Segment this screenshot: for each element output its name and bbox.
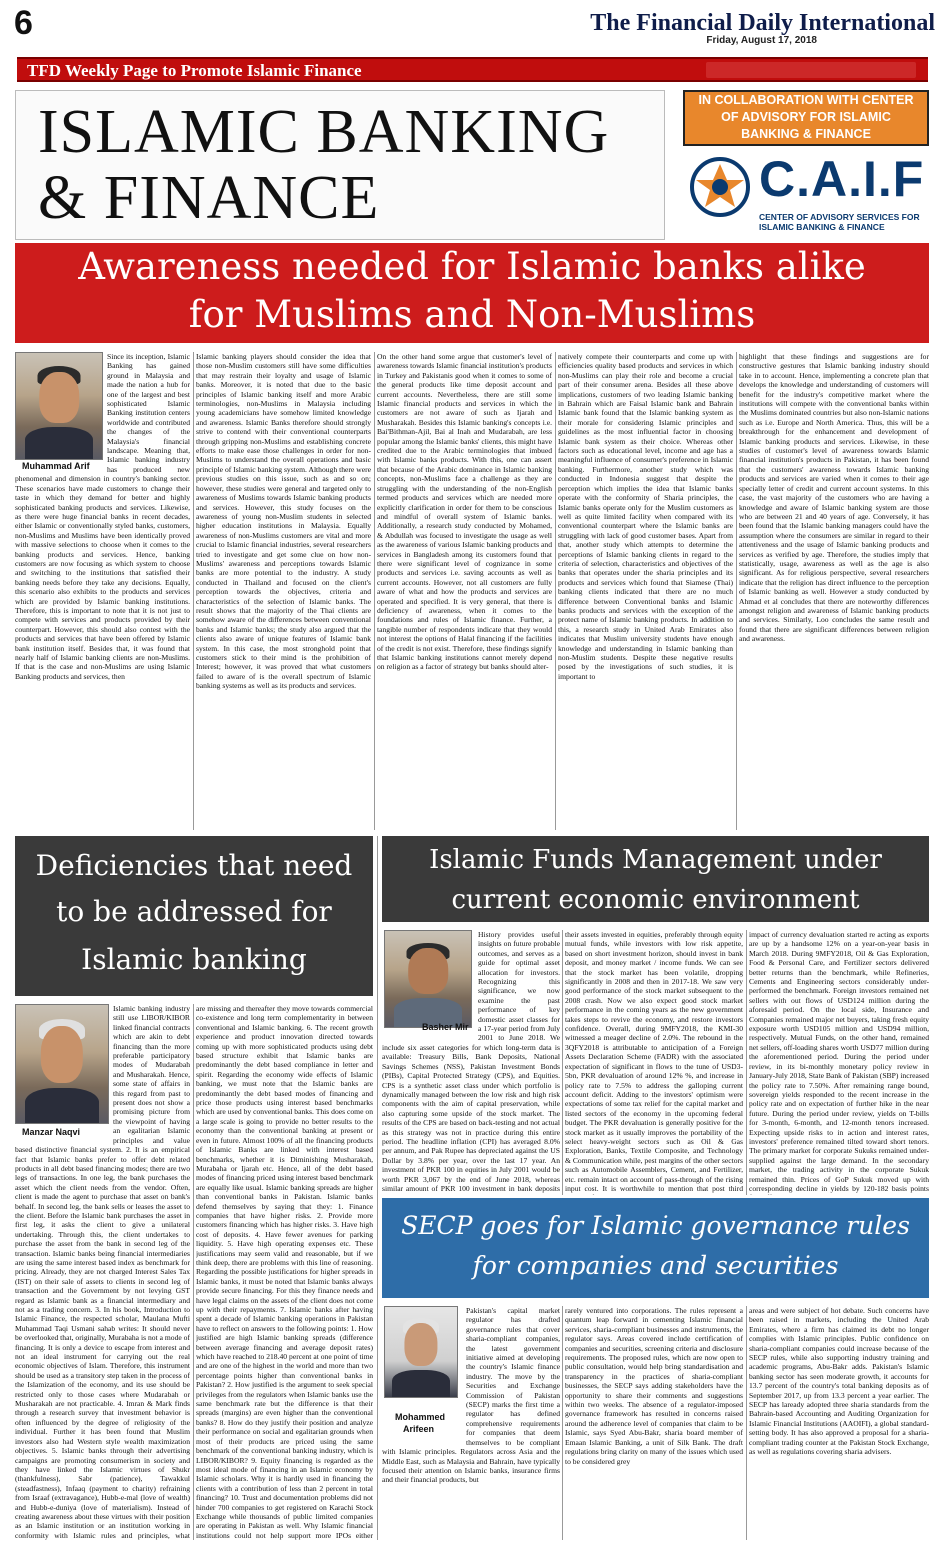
- column-divider: [377, 836, 378, 1540]
- section-title-line1: ISLAMIC BANKING: [38, 98, 610, 166]
- article4-headline: [382, 1198, 929, 1298]
- article3-column-2: [565, 930, 743, 1195]
- article4-col2-text: rarely ventured into corporations. The rules represent a quantum leap forward in cementing Islamic financial services, sharia-compliant businesses and instruments, the regulator says. Areas covered include certification of companies and securities, screening criteria and disclosure requirements. The proposed rules, which are now open to public consultation, would help bring standardisation and transparency in the practices of sharia-compliant businesses, the SECP says adding stakeholders have the opportunity to share their comments and suggestions within two weeks. The absence of a regulator-imposed governance framework has resulted in concerns raised around the adherence level of companies that claim to be Islamic, says Syed Abu-Bakr, sharia board member of Emaan Islamic Banking, a unit of Silk Bank. The draft regulations bring clarity on many of the issues which used to be considered grey: [565, 1306, 743, 1466]
- caif-subtitle: CENTER OF ADVISORY SERVICES FOR ISLAMIC BANKING & FINANCE: [759, 212, 920, 232]
- column-divider: [736, 352, 737, 830]
- section-title: [15, 90, 665, 240]
- article3-col1-text: History provides useful insights on future probable outcomes, and serves as a guide for optimal asset allocation for investors. Recognizing this significance, we now examine the past performance of key domestic asset classes for a 17-year period from July 2001 to June 2018. We include six asset categories for which long-term data is available: Treasury Bills, Bank Deposits, National Savings Schemes (NSS), Pakistan Investment Bonds (PIBs), Capital Protected Strategy (CPS), and Equities. CPS is a synthetic asset class under which portfolio is dynamically managed between the low risk and high risk components with the aim of capital preservation, while also capturing some upside of the stock market. The results of the CPS are based on back-testing and not actual as this strategy was not in practice during this entire period. The headline inflation (CPI) has averaged 8.0% per annum, and Pak Rupee has depreciated against the US Dollar by 3.8% per year, over the last 17 year. An investment of PKR 100 in equities in July 2001 would be worth PKR 3,067 by the end of June 2018, whereas similar amount of PKR 100 investment in bank deposits: [382, 930, 560, 1193]
- article3-headline: [382, 836, 929, 922]
- collaboration-line1: IN COLLABORATION WITH CENTER: [698, 93, 914, 107]
- article1-col2-text: Islamic banking players should consider the idea that those non-Muslim customers still have some difficulties that may restrain their loyalty and usage of Islamic banks. Moreover, it is noted that due to the basic principles of Islamic banking itself and more Arabic terminologies, non-Muslims in Malaysia including young academicians have somehow limited knowledge and awareness. Islamic Banks therefore should strongly strive to contend with their conventional counterparts through gripping non-Muslims and establishing concrete efforts to make ease those challenges in order for non-Muslims to understand the overall operations and basic principle of Islamic banking system. Although there were previous studies on this issue, such as and so on; however, these studies were general and targeted only to awareness of Muslims towards Islamic banking products and services. However, this study focuses on the awareness of young non-Muslim students in selected higher education institutions in Malaysia. Equally awareness of non-Muslims customers are vital and more crucial to Islamic financial industries, several researchers tried to investigate and get some clue on how non-Muslims' awareness and perceptions towards Islamic banks are more potential to the industry. A study conducted in Thailand and focused on the client's perception towards the objectives, criteria and characteristics of the selection of Islamic banks. The result shows that the majority of the Thai clients are somehow aware of the differences between conventional banks and Islamic banks; the study also argued that the clients also aware of unique features of Islamic bank system. In this case, the most stronghold point that customers stick to their mind is the prohibition of Interest; however, it was proved that what customers failed to aware of is the overall spectrum of Islamic banking systems as well as its products and services.: [196, 352, 371, 691]
- article2-col1-text: Islamic banking industry still use LIBOR/KIBOR linked financial contracts which are akin to debt financing than the more preferable participatory modes of Mudarabah and Musharakah. Hence, some state of affairs in this regard from past to present does not show a promising picture from the viewpoint of having an egalitarian Islamic principles and value based distinctive financial system. 2. It is an empirical fact that Islamic banks prefer to offer debt related products in all debt based financing modes; there are two legs of transactions. In one leg, the bank purchases the asset which the client needs from the vendor. Often, client is made the agent to purchase that asset on bank's behalf. In second leg, the bank sells or leases the asset to the client. Before the Islamic bank purchases the asset in first leg, it asks the client to give a unilateral undertaking. Through this, the client undertakes to purchase the asset from the bank in second leg of the transaction. Islamic banks being financial intermediaries are using the same interest based index as benchmark for pricing. Already, they are not charged Interest Sales Tax (IST) on their sale of assets to clients in second leg of transaction and the Government by not levying GST regard as Islamic bank as a financial intermediary and not as a trading concern. 3. In his book, Introduction to Islamic Finance, the respected scholar, Maulana Mufti Muhammad Taqi Usmani sahab writes: It should never be overlooked that, originally, Murabaha is not a mode of financing. It is only a device to escape from interest and not an ideal instrument for carrying out the real economic objectives of Islam. Therefore, this instrument should be used as a transitory step taken in the process of the Islamization of the economy, and its use should be restricted only to those cases where Mudarabah or Musharakah are not practicable. 4. Imran & Mark finds through a research survey that investment behavior is often influenced by the degree of religiosity of the individual. Further it has been found that Muslim investors also had Western style wealth maximization objectives. 5. Islamic banks through their advertising campaigns are promoting consumerism in society and they have linked the Islamic virtues of Shukr (thankfulness), Sabr (patience), Tawakkul (steadfastness), Infaaq (payment to charity) refraining from Israaf (extravagance), Hubb-e-mal (love of wealth) and Hubb-e-duniya (love of materialism). Instead of creating awareness about these virtues with their position as an Islamic institution or an institution working in conformity with Islamic rules and principles, what: [15, 1004, 190, 1540]
- article1-column-2: [196, 352, 371, 830]
- article3-column-3: [749, 930, 929, 1195]
- caif-name: C.A.I.F: [759, 151, 925, 207]
- weekly-page-banner: [17, 57, 928, 82]
- article2-headline-line2: to be addressed for: [56, 895, 332, 928]
- article3-headline-line1: Islamic Funds Management under: [429, 845, 882, 875]
- author-name-line1: Mohammed: [395, 1412, 446, 1422]
- page-number: 6: [14, 4, 33, 42]
- article4-column-1: [382, 1306, 560, 1540]
- article1-column-5: [739, 352, 929, 830]
- author-name: Basher Mir: [422, 1022, 469, 1032]
- article1-headline-line1: Awareness needed for Islamic banks alike: [78, 245, 866, 288]
- article1-headline: [15, 243, 929, 343]
- issue-date: Friday, August 17, 2018: [706, 35, 817, 46]
- article1-col4-text: natively compete their counterparts and come up with efficiencies quality based products and services in which non-Muslims can play their role and become a crucial part of their consumer arena. Besides all these above implications, customers of two leading Islamic banking in Bahrain which are Faisal Islamic bank and Bahrain Islamic bank found that the Islamic banking system as their morale for considering Islamic principles and guidelines as the most influential factor in choosing Islamic bank system as their choice. Whereas other factors such as educational level, income and age has a meaningful influence of consumer's preference in Islamic banking. Furthermore, another study which was conducted in Indonesia suggest that despite the perception which implies the idea that Islamic banks operate with the conformity of Sharia principles, the Islamic banks operate only for the Muslim customers as well as quite limited facility when compared with its conventional counterpart where the Islamic banks are struggling with lack of good customer bases. Apart from that, another study which attempts to determine the perceptions of Islamic banking clients in regard to the criteria of selection, characteristics and objectives of the banks that operates under the sharia principles and its products and services which found that Siamese (Thai) banking clients indicated that there are no much difference between Conventional banks and Islamic banks products and services with the exception of the protect name of Islamic banking products. In addition to this, a research study in United Arab Emirates also indicates that Muslim university students have enough knowledge and understanding in Islamic banking than non-Muslim students. Despite these negative results posed by the investigations of such studies, it is important to: [558, 352, 733, 681]
- article4-col1-text: Pakistan's capital market regulator has drafted governance rules that cover sharia-compliant companies, the latest government initiative aimed at developing the country's Islamic finance industry. The move by the Securities and Exchange Commission of Pakistan (SECP) marks the first time a regulator has defined comprehensive requirements for companies that deem themselves to be compliant with Islamic principles. Regulators across Asia and the Middle East, such as Malaysia and Bahrain, have typically focused their attention on Islamic banks, insurance firms and their financial products, but: [382, 1306, 560, 1485]
- article2-headline: [15, 836, 373, 996]
- column-divider: [193, 1004, 194, 1540]
- article3-headline-line2: current economic environment: [451, 885, 860, 915]
- column-divider: [374, 352, 375, 830]
- article4-headline-line1: SECP goes for Islamic governance rules: [401, 1211, 910, 1240]
- article3-column-1: [382, 930, 560, 1195]
- masthead: [0, 0, 945, 50]
- caif-emblem-icon: [689, 156, 751, 218]
- weekly-page-text: TFD Weekly Page to Promote Islamic Finance: [27, 61, 362, 80]
- article1-col1-text: Since its inception, Islamic Banking has gained ground in Malaysia and made the nation a hub for one of the largest and best sophisticated Islamic Banking institution centers worldwide and contributed the changes of the Malaysia's financial landscape. Meaning that, Islamic banking industry has produced new phenomenal and dimension in country's banking sector. These scenarios have made customers to change their taste in which they demand for better and highly sophisticated banking products and services. Likewise, as there were huge financial banks in recent decades, either Islamic or conventionally styled banks, customers, non-Muslims and Muslims have been identically proved with massive selections to choose when it comes to the banking products and services. Hence, banking customers are now focusing as which system to choose and switching to the institutions that satisfied their banking needs before they take any decisions. Equally, this scenario also exhibits to the products and services which are provided by Islamic banking institutions. Therefore, this is important to note that it is not just to compete with services and products provided by their counterpart. However, this should also contest with the products and services that have been offered by Islamic bank institution itself. Besides that, it was found that nearly half of Islamic banking clients are non-Muslims. If that is the case and non-Muslims are using Islamic Banking products and services, then: [15, 352, 190, 681]
- column-divider: [746, 930, 747, 1195]
- article2-col2-text: are missing and thereafter they move towards commercial co-existence and long term complementarity in between conventional and Islamic banking. 6. The recent growth experience and product innovation directed towards coming up with more sophisticated products using debt based structure exhibit that Islamic banks are predominantly the debt based compliance in letter and spirit. Regarding the economy wide effects of Islamic banking, we must note that the Islamic banks are predominantly the debt based modes of financing and price those products using interest based benchmarks which are used by conventional banks. This does come on a large scale is going to provide no better results to the economy than the conventional banking at present or even in future. Almost 100% of all the financing products of Islamic Banks are linked with interest based benchmarks, whether it is Diminishing Musharakah, Murabaha or Ijarah etc. Hence, all of the debt based modes of financing priced using interest based benchmark are equally like usual. Islamic banking spreads are higher than conventional banks in Pakistan. Islamic banks defend themselves by saying that they: 1. Finance companies that have higher risks. 2. Provide more customers financing which has higher risks. 3. Have high cost of deposits. 4. Have fewer avenues for parking liquidity. 5. Have high operating expenses etc. These justifications may seem valid and reasonable, but if we think deep, there are problems with this line of reasoning. Regarding the possible justifications for higher spreads in Islamic banks, it must be noted that Islamic banks always provide secure financing. For this they finance needs and have legal claims on the assets of the client does not come up with their repayments. 7. Islamic banks after having spent a decade of Islamic banking operations in Pakistan have to reflect on answers to the following points: 1. How justified are high Islamic banking spreads (difference between average financing and average deposit rates) which have reached to 218.40 percent at one point of time and are one of the highest in the world and more than two percentage points higher than conventional banks in Pakistan? 2. How justified is the argument to seek special privileges from the regulators when Islamic banks use the same benchmark rate but the difference is that their spreads (margins) are even higher than the conventional banks? 8. How do they justify their position and analyze their performance on social and egalitarian grounds when most of their products are priced using the same benchmark of the conventional banking industry, which is LIBOR/KIBOR? 9. Equity financing is regarded as the most ideal mode of financing in an Islamic economy by Islamic scholars. Why it is hardly used in financing the clients with a contribution of less than 2 percent in total financing? 10. Trust and documentation problems did not hinder 700 companies to get registered on Karachi Stock Exchange while thousands of public limited companies are operating in Pakistan as well. Why Islamic financial institutions could not help support more IPOs either: [196, 1004, 373, 1540]
- article4-headline-line2: for companies and securities: [472, 1251, 839, 1280]
- article2-headline-line1: Deficiencies that need: [35, 849, 353, 882]
- article2-column-1: [15, 1004, 190, 1540]
- column-divider: [193, 352, 194, 830]
- article1-headline-line2: for Muslims and Non-Muslims: [188, 293, 756, 336]
- article3-col3-text: impact of currency devaluation started re acting as exports are up by a handsome 12% on a year-on-year basis in March 2018. During 9MFY2018, Oil & Gas Exploration, Food & Personal Care, and Fertilizer sectors delivered better returns than the benchmark, while Refineries, Cements and Engineering sectors considerably under-performed the benchmark. Foreign investors remained net sellers with out flows of USD124 million during the aforesaid period. On the local side, Insurance and Companies remained major net buyers, taking fresh equity exposure worth USD105 million and USD94 million, respectively. Mutual Funds, on the other hand, remained net sellers, off-loading shares worth USD77 million during the aforementioned period. During the period under review, in its bi-monthly monetary policy review in January-July 2018, State Bank of Pakistan (SBP) increased the policy rate to 7.50%. After remaining range bound, sovereign yields responded to the recent increase in the policy rate and on expectation of further hike in the near future. During the period under review, yields on T-bills for 3-month, 6-month, and 12-month tenors increased. Expecting upside risks to in action and interest rates, investors' preference remained tilted toward short tenors. The primary market for corporate Sukuks remained under-supplied against the large demand. In the secondary market, the trading activity in the corporate Sukuk remained thin. Prices of GoP Sukuk moved up with corresponding decline in yields by 120-182 basis points: [749, 930, 929, 1193]
- article1-column-1: [15, 352, 190, 830]
- author-name: Manzar Naqvi: [22, 1127, 81, 1137]
- article1-column-3: [377, 352, 552, 830]
- section-title-line2: & FINANCE: [38, 164, 380, 232]
- caif-logo-block: [683, 148, 929, 240]
- collaboration-line2: OF ADVISORY FOR ISLAMIC: [721, 110, 891, 124]
- article3-col2-text: their assets invested in equities, preferably through equity mutual funds, while investors with low risk appetite, based on short investment horizon, should invest in bank deposit, and money market / income funds. We can see that the stock market has been volatile, dropping significantly in 2008 and then in 2017-18. We saw very good performance of the stock market subsequent to the 2008 crash. Now we also expect good stock market performance in the coming years as the new government takes steps to revive the economy, and restore investors confidence. Overall, during 9MFY2018, the KMI-30 witnessed a meager decline of 2.0%. The rebound in the 3QFY2018 is attributable to anticipation of a Foreign Assets Declaration Scheme (FADR) with the associated expectation of significant in flows to the tune of USD3-5bn, PKR devaluation of around 12% %, and increase in policy rate to 7.5% to address the galloping current account deficit. Adding to the investors' optimism were expectations of some tax relief for the capital market and listed sectors of the economy in the upcoming federal budget. The PKR devaluation is generally positive for the stock market as it usually improves the portability of the select heavy-weight sectors such as Oil & Gas Exploration, Banks, Textile Composite, and Technology & Communication while, pest margins of the other sectors such as Automobile Assemblers, Cement, and Fertilizer, etc. remain intact on account of pass-through of the rising input cost. It is worthwhile to mention that post third: [565, 930, 743, 1193]
- article2-headline-line3: Islamic banking: [81, 943, 307, 976]
- article4-col3-text: areas and were subject of hot debate. Such concerns have been raised in markets, including the United Arab Emirates, where a firm has claimed its debt no longer complies with Islamic principles. Public confidence on sharia-compliant companies could increase because of the SECP rules, while also supporting industry training and academic programs, Abu-Bakr adds. Pakistan's Islamic banking sector has seen moderate growth, it accounts for 13.7 percent of the country's total banking deposits as of September 2017, up from 13.3 percent a year earlier. The SECP has laready adopted three sharia standards from the Bahrain-based Accounting and Auditing Organization for Islamic Financial Institutions (AAOIFI), a global standard-setting body. It has also approved a proposal for a sharia-compliant trading counter at the Pakistan Stock Exchange, as well as regulations covering sharia advisers.: [749, 1306, 929, 1457]
- article4-column-2: [565, 1306, 743, 1540]
- column-divider: [746, 1306, 747, 1540]
- banner-faded-band: [706, 62, 916, 78]
- column-divider: [562, 1306, 563, 1540]
- article4-column-3: [749, 1306, 929, 1540]
- author-name-line2: Arifeen: [403, 1424, 435, 1434]
- collaboration-box: [683, 90, 929, 146]
- author-name: Muhammad Arif: [22, 461, 90, 471]
- collaboration-line3: BANKING & FINANCE: [741, 127, 871, 141]
- article1-col5-text: highlight that these findings and suggestions are for constructive gestures that Islamic banking industry should take in to account. Hence, implementing a concrete plan that develops the knowledge and understanding of customers will benefit for the industry's competitive market where the institutions will compete with the conventional banks within the Muslims dominated countries but also non-Islamic nations such as i.e. Europe and North America. Thus, this will be a breakthrough for the enhancement and development of Islamic banking products and services. Likewise, in these studies of customer's level of awareness towards Islamic financial institution's products in Pakistan, it has been found that the customers' awareness towards Islamic banking products and services are varied when it comes to their age specially letter of credit and current account systems. In this case, the vast majority of the customers who are having a knowledge and aware of Islamic banking system are those who are between 21 and 40 years of age. Conversely, it has been found that the Islamic banking managers could have the assumption where the consumers are similar in regard to their attentiveness and the usage of Islamic banking products and services as verified by age. Therefore, the studies imply that statistically, usage, awareness as well as the age is also significant. As for religious perspective, several researchers indicate that the religion has direct influence to the perception of Islamic banking as well. However a study conducted by Ahmad et al concludes that there are noteworthy differences amongst religion and awareness of Islamic banking products and services. Similarly, Loo concludes the same result and found that there are significant differences between religion and awareness.: [739, 352, 929, 644]
- article1-col3-text: On the other hand some argue that customer's level of awareness towards Islamic financial institution's products in Turkey and Pakistanis good when it comes to some of the general products like time deposit account and current accounts. Nevertheless, there are still some Islamic financial products and services in which the customers are not aware of such as Ijarah and Musharakah. Besides this Islamic banking's concepts i.e. Bai'Bithman-Ajil, Bai al Inah and Mudarabah, are less popular among the Islamic banks' clients, this might have credited due to the Arabic terminologies that imbued with Islamic banks products. With this, one can assert that because of the Arabic dominance in Islamic banking concepts, non-Muslims face a challenge as they are struggling with the understanding of the non-English termed products and services which are needed more explicitly clarification in order for them to be conscious and mindful of overall system of Islamic banks. Additionally, a research study conducted by Mohamed, & Abdullah was focused to investigate the usage as well as the awareness of various Islamic banking products and services in Bangladesh among its customers found that there were significant level of cognizance in some products and services i.e. saving accounts as well as current accounts. However, not all customers are fully aware of what and how the products and services are operated and specified. It is very general, that there is deficiency of awareness, when it comes to the foundations and rules of Islamic finance. Further, a tangible number of respondents indicate that they would not interest the options of Halal financing if the facilities of the credit is not exist. Therefore, these findings signify that Islamic banking institutions cannot merely depend on religion as a factor of strategy but banks should alter-: [377, 352, 552, 672]
- column-divider: [562, 930, 563, 1195]
- newspaper-name: The Financial Daily International: [590, 10, 935, 36]
- column-divider: [555, 352, 556, 830]
- article2-column-2: [196, 1004, 373, 1540]
- article1-column-4: [558, 352, 733, 830]
